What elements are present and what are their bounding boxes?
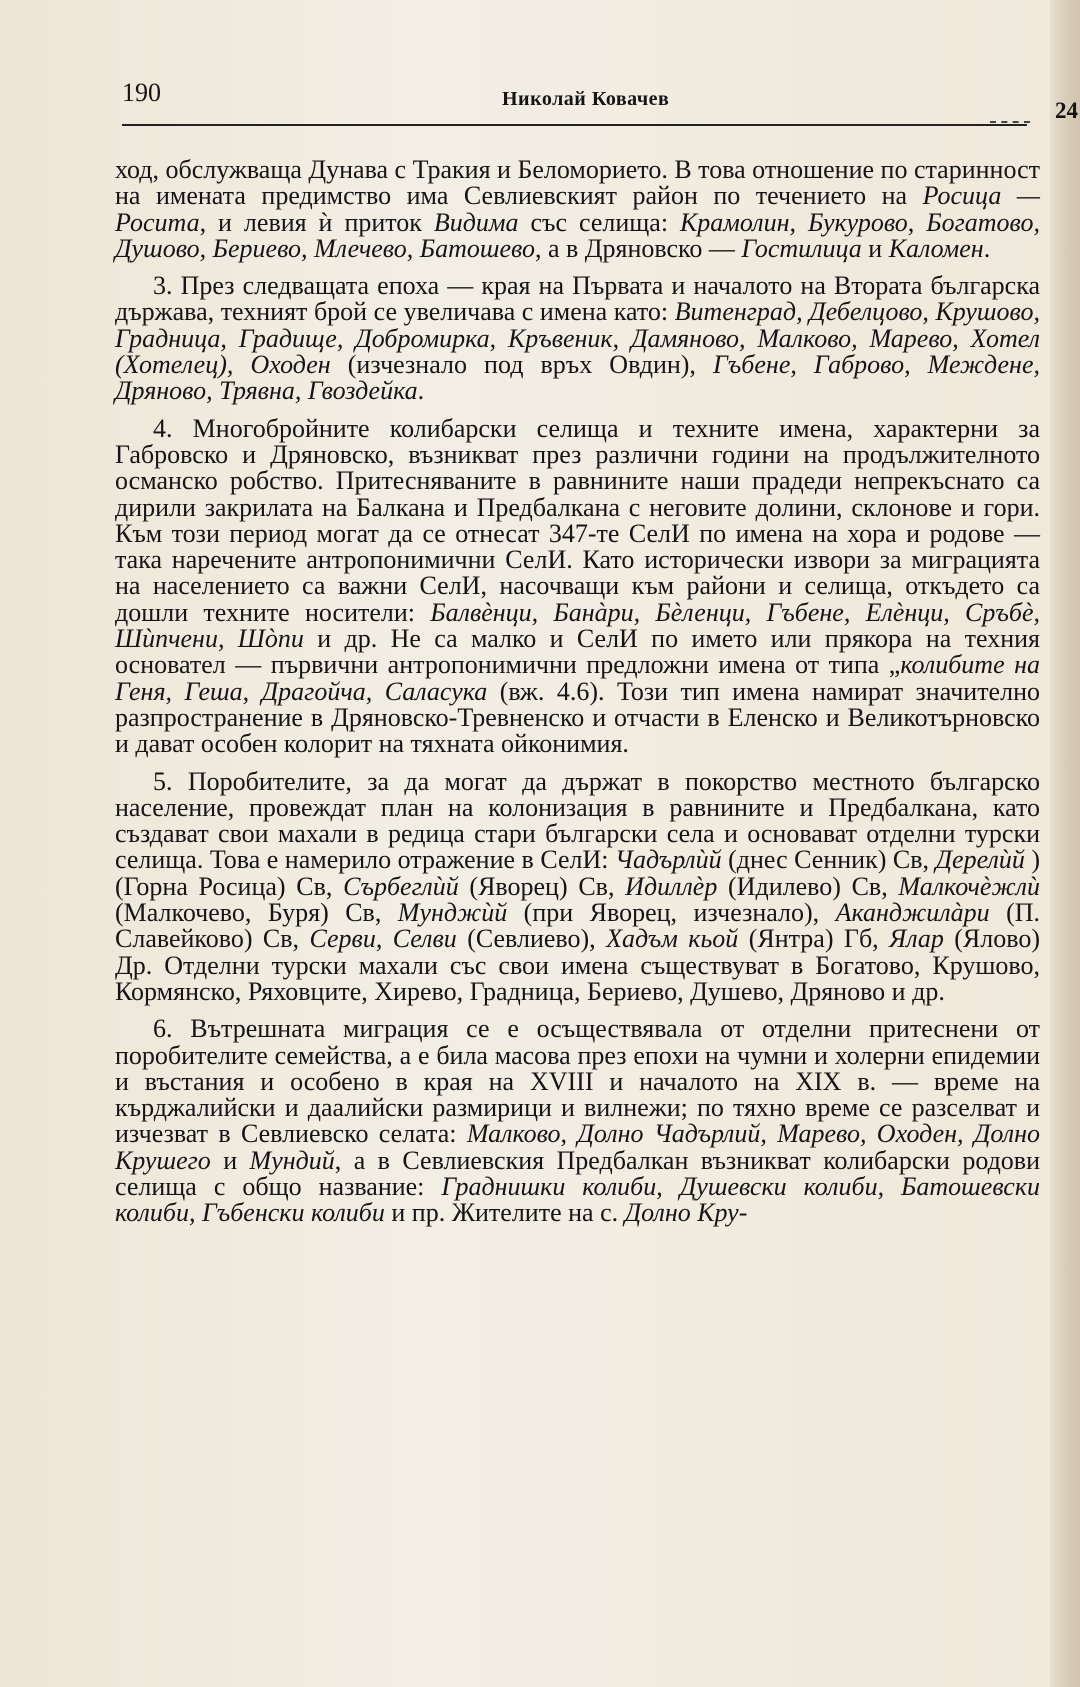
paragraph-5	[115, 766, 1041, 1006]
text-run: , и левия ѝ приток	[199, 207, 434, 237]
text-run: .	[417, 376, 425, 406]
text-run: 6. Вътрешната миграция се е осъществявала от отделни притеснени от поробителите семейства, а е била масова през епохи на чумни и холерни епидемии и въстания и особено в края на XVIII и началото на XIX в. — време на кърджалийски и даалийски размирици и вилнежи; по тяхно време се разселват и изчезват в Севлиевско селата:	[115, 1014, 1040, 1149]
italic-place-name: Мундий	[249, 1145, 335, 1175]
text-run: (Ялово) Др. Отделни турски махали със свои имена съществуват в Богатово, Крушово, Кормянско, Ряховците, Хирево, Градница, Бериево, Душево, Дряново и др.	[115, 924, 1041, 1006]
text-run: (Малкочево, Буря) Св,	[115, 898, 398, 928]
text-run: (днес Сенник) Св,	[721, 845, 936, 875]
italic-place-name: Серви, Селви	[309, 924, 457, 954]
italic-place-name: Малкочѐжлѝ	[898, 871, 1040, 901]
text-run: )(Горна Росица) Св,	[115, 845, 1040, 901]
body-text	[115, 157, 1040, 1238]
text-run: и пр. Жителите на с.	[384, 1198, 625, 1228]
text-run: и	[861, 233, 889, 263]
text-run: и	[210, 1145, 250, 1175]
italic-place-name: Балвѐнци, Банàри, Бѐленци, Гъбене, Елѐнци, Сръбѐ, Шѝпчени, Шòпи	[115, 597, 1040, 654]
edge-page-number: 24	[1055, 98, 1078, 123]
text-run: и др. Не са малко и СелИ по името или прякора на техния основател — първични антропонимични предложни имена от типа „	[115, 624, 1040, 680]
text-run: 5. Поробителите, за да могат да държат в покорство местното българско население, провеждат план на колонизация в равнините и Предбалкана, като създават свои махали в редица стари български села и основават отделни турски селища. Това е намерило отражение в СелИ:	[115, 766, 1040, 875]
text-run: (Янтра) Гб,	[738, 924, 890, 954]
text-run: (Севлиево),	[456, 924, 607, 954]
text-run: 3. През следващата епоха — края на Първата и началото на Втората българска държава, техният брой се увеличава с имена като:	[115, 271, 1040, 327]
paragraph-continuation	[115, 157, 1040, 262]
text-run: (Яворец) Св,	[458, 871, 626, 901]
paragraph-6	[115, 1016, 1040, 1226]
text-run: (Идилево) Св,	[717, 871, 899, 901]
text-run: (вж. 4.6). Този тип имена намират значително разпространение в Дряновско-Тревненско и отчасти в Еленско и Великотърновско и дават особен колорит на тяхната ойконимия.	[115, 676, 1040, 759]
italic-place-name: Чадърлѝй	[615, 845, 722, 875]
running-head-author: Николай Ковачев	[502, 88, 670, 110]
italic-place-name: Малково, Долно Чадърлий, Марево, Оходен, Долно Крушего	[115, 1119, 1040, 1175]
italic-place-name: Идиллѐр	[625, 871, 718, 901]
text-run: , а в Севлиевския Предбалкан възникват колибарски родови селища с общо название:	[115, 1145, 1040, 1201]
italic-place-name: Мунджѝй	[397, 898, 508, 928]
italic-place-name: Аканджилàри	[835, 898, 990, 928]
text-run: , а в Дряновско —	[534, 233, 742, 263]
text-run: 4. Многобройните колибарски селища и техните имена, характерни за Габровско и Дряновско, възникват през различни години на продължителното османско робство. Притесняваните в равнините наши прадеди непрекъснато са дирили закрилата на Балкана и Предбалкана с неговите долини, склонове и гори. Към този период могат да се отнесат 347-те СелИ по имена на хора и родове — така наречените антропонимични СелИ. Като исторически извори за миграцията на населението са важни СелИ, насочващи към райони и селища, откъдето са дошли техните носители:	[115, 413, 1040, 627]
italic-place-name: колибите на Геня, Геша, Драгойча, Саласука	[115, 650, 1040, 706]
text-run: ход, обслужваща Дунава с Тракия и Беломорието. В това отношение по старинност на имената предимство има Севлиевският район по течението на	[115, 155, 1040, 211]
italic-place-name: Видима	[433, 207, 519, 237]
text-run: (П. Славейково) Св,	[115, 898, 1041, 954]
italic-place-name: Гостилица	[741, 233, 862, 263]
paragraph-4	[115, 413, 1040, 759]
page-edge	[1050, 0, 1080, 1687]
italic-place-name: Витенград, Дебелцово, Крушово, Градница, Градище, Добромирка, Кръвеник, Дамяново, Малково, Марево, Хотел (Хотелец), Оходен	[115, 297, 1040, 380]
italic-place-name: Гъбене, Габрово, Междене, Дряново, Трявна, Гвоздейка	[115, 350, 1040, 406]
italic-place-name: Крамолин, Букурово, Богатово, Душово, Бериево, Млечево, Батошево	[115, 207, 1040, 263]
italic-place-name: Долно Кру-	[624, 1198, 748, 1228]
italic-place-name: Сърбеглѝй	[343, 871, 459, 901]
header-rule-dashed-end	[990, 121, 1030, 123]
italic-place-name: Граднишки колиби, Душевски колиби, Батошевски колиби, Гъбенски колиби	[115, 1171, 1040, 1228]
italic-place-name: Дерелѝй	[935, 845, 1025, 875]
italic-place-name: Каломен	[888, 233, 984, 263]
italic-place-name: Росица — Росита	[115, 181, 1040, 237]
header-rule	[122, 124, 1027, 126]
italic-place-name: Хадъм кьой	[606, 924, 739, 954]
paragraph-3	[115, 273, 1040, 404]
italic-place-name: Ялар	[889, 924, 944, 954]
page-number: 190	[122, 78, 161, 107]
text-run: .	[983, 233, 991, 263]
text-run: (при Яворец, изчезнало),	[507, 898, 836, 928]
text-run: със селища:	[518, 207, 681, 237]
page-header	[122, 78, 1047, 118]
text-run: (изчезнало под връх Овдин),	[330, 350, 714, 380]
